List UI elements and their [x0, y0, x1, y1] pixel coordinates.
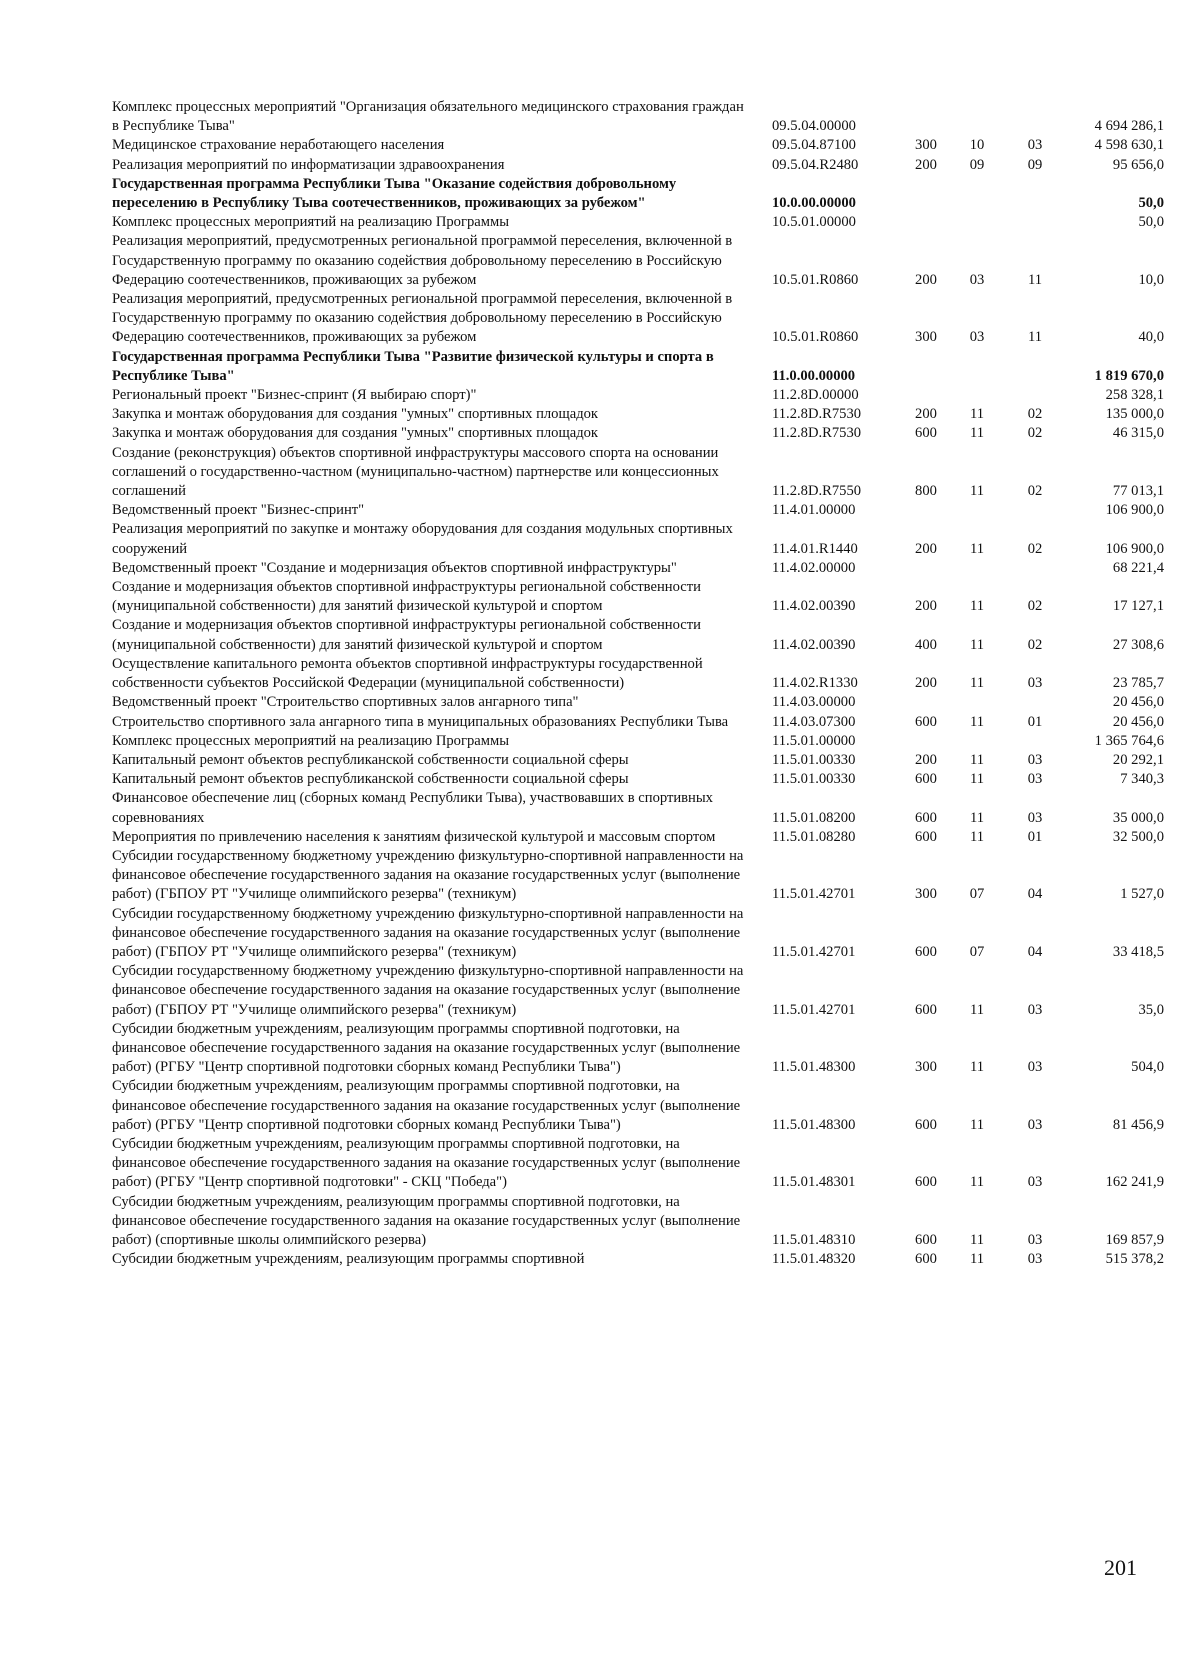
row-section — [952, 693, 1002, 712]
row-section: 11 — [969, 406, 985, 423]
row-code: 11.2.8D.00000 — [772, 387, 859, 404]
row-section: 03 — [969, 329, 985, 346]
row-name: Строительство спортивного зала ангарного типа в муниципальных образованиях Республики Тыва — [112, 713, 729, 730]
row-code: 11.4.02.00000 — [772, 559, 856, 576]
row-amount: 27 308,6 — [1112, 636, 1164, 653]
row-amount: 258 328,1 — [1105, 387, 1164, 404]
row-subsection: 03 — [1027, 1251, 1043, 1268]
row-code: 11.5.01.08280 — [772, 828, 856, 845]
row-name: Реализация мероприятий, предусмотренных региональной программой переселения, включенной в Государственную программу по оказанию содействия добровольному переселению в Российскую Федерацию соотечественников, проживающих за рубежом — [112, 233, 733, 288]
row-expense-type — [900, 386, 952, 405]
budget-table-body — [112, 98, 1164, 1269]
row-expense-type — [900, 213, 952, 232]
row-code: 11.2.8D.R7530 — [772, 406, 862, 423]
row-name: Создание и модернизация объектов спортивной инфраструктуры региональной собственности (муниципальной собственности) для занятий физической культурой и спортом — [112, 617, 701, 653]
row-section — [952, 213, 1002, 232]
row-name: Субсидии бюджетным учреждениям, реализующим программы спортивной подготовки, на финансовое обеспечение государственного задания на оказание государственных услуг (выполнение работ) (спортивные школы олимпийского резерва) — [112, 1193, 741, 1248]
row-name: Субсидии государственному бюджетному учреждению физкультурно-спортивной направленности на финансовое обеспечение государственного задания на оказание государственных услуг (выполнение работ) (ГБПОУ РТ "Училище олимпийского резерва" (техникум) — [112, 905, 744, 960]
row-subsection: 03 — [1027, 1231, 1043, 1248]
row-name: Субсидии государственному бюджетному учреждению физкультурно-спортивной направленности на финансовое обеспечение государственного задания на оказание государственных услуг (выполнение работ) (ГБПОУ РТ "Училище олимпийского резерва" (техникум) — [112, 963, 744, 1018]
row-name: Медицинское страхование неработающего населения — [112, 137, 445, 154]
row-expense-type: 400 — [915, 636, 937, 653]
row-section: 11 — [969, 1231, 985, 1248]
row-subsection — [1002, 732, 1068, 751]
row-expense-type — [900, 175, 952, 213]
row-code: 11.4.01.00000 — [772, 502, 856, 519]
row-name: Создание (реконструкция) объектов спортивной инфраструктуры массового спорта на основании соглашений о государственно-частном (муниципально-частном) партнерстве или концессионных соглашений — [112, 444, 719, 500]
row-subsection: 01 — [1027, 713, 1043, 730]
row-name: Комплекс процессных мероприятий "Организация обязательного медицинского страхования граждан в Республике Тыва" — [112, 99, 744, 135]
row-amount: 169 857,9 — [1105, 1231, 1164, 1248]
table-row — [112, 1020, 1164, 1078]
row-expense-type: 200 — [915, 751, 937, 768]
row-subsection: 11 — [1027, 271, 1043, 288]
table-row — [112, 136, 1164, 155]
row-subsection — [1002, 98, 1068, 136]
row-name: Ведомственный проект "Создание и модернизация объектов спортивной инфраструктуры" — [112, 559, 677, 576]
row-section: 10 — [969, 137, 985, 154]
row-amount: 46 315,0 — [1112, 425, 1164, 442]
row-expense-type: 600 — [915, 809, 937, 826]
row-subsection: 09 — [1027, 156, 1043, 173]
row-name: Финансовое обеспечение лиц (сборных команд Республики Тыва), участвовавших в спортивных соревнованиях — [112, 790, 713, 826]
row-name: Ведомственный проект "Строительство спортивных залов ангарного типа" — [112, 694, 579, 711]
table-row — [112, 156, 1164, 175]
row-section: 11 — [969, 540, 985, 557]
row-section: 07 — [969, 886, 985, 903]
page-number: 201 — [1104, 1555, 1137, 1580]
row-name: Комплекс процессных мероприятий на реализацию Программы — [112, 214, 510, 231]
row-code: 11.5.01.48320 — [772, 1251, 856, 1268]
table-row — [112, 232, 1164, 290]
row-amount: 17 127,1 — [1112, 598, 1164, 615]
row-amount: 32 500,0 — [1112, 828, 1164, 845]
row-name: Закупка и монтаж оборудования для создания "умных" спортивных площадок — [112, 425, 599, 442]
table-row — [112, 98, 1164, 136]
row-code: 11.5.01.48310 — [772, 1231, 856, 1248]
row-section: 11 — [969, 771, 985, 788]
table-row — [112, 962, 1164, 1020]
row-expense-type: 200 — [915, 675, 937, 692]
row-amount: 50,0 — [1138, 214, 1164, 231]
table-row — [112, 1135, 1164, 1193]
row-amount: 33 418,5 — [1112, 943, 1164, 960]
row-expense-type: 600 — [915, 1251, 937, 1268]
row-name: Закупка и монтаж оборудования для создания "умных" спортивных площадок — [112, 406, 599, 423]
row-name: Реализация мероприятий, предусмотренных региональной программой переселения, включенной в Государственную программу по оказанию содействия добровольному переселению в Российскую Федерацию соотечественников, проживающих за рубежом — [112, 291, 733, 346]
row-amount: 77 013,1 — [1112, 483, 1164, 500]
row-subsection: 03 — [1027, 751, 1043, 768]
row-expense-type: 600 — [915, 713, 937, 730]
row-expense-type — [900, 693, 952, 712]
row-subsection: 02 — [1027, 406, 1043, 423]
row-subsection: 03 — [1027, 1001, 1043, 1018]
row-expense-type: 600 — [915, 1116, 937, 1133]
row-expense-type: 600 — [915, 1001, 937, 1018]
row-expense-type: 300 — [915, 1059, 937, 1076]
table-row — [112, 828, 1164, 847]
row-section: 07 — [969, 943, 985, 960]
table-row — [112, 578, 1164, 616]
row-section: 11 — [969, 675, 985, 692]
row-code: 11.4.02.00390 — [772, 636, 856, 653]
row-expense-type — [900, 98, 952, 136]
row-code: 11.5.01.00330 — [772, 771, 856, 788]
row-subsection: 03 — [1027, 809, 1043, 826]
row-section — [952, 98, 1002, 136]
row-amount: 1 365 764,6 — [1094, 732, 1164, 749]
row-amount: 35 000,0 — [1112, 809, 1164, 826]
row-section — [952, 559, 1002, 578]
table-row — [112, 713, 1164, 732]
row-amount: 50,0 — [1138, 195, 1164, 212]
row-amount: 4 598 630,1 — [1094, 137, 1164, 154]
row-amount: 1 527,0 — [1120, 886, 1164, 903]
table-row — [112, 770, 1164, 789]
table-row — [112, 847, 1164, 905]
row-code: 11.5.01.00000 — [772, 732, 856, 749]
row-name: Капитальный ремонт объектов республиканской собственности социальной сферы — [112, 751, 629, 768]
row-code: 11.4.03.00000 — [772, 694, 856, 711]
row-code: 11.5.01.48300 — [772, 1116, 856, 1133]
row-expense-type: 600 — [915, 1174, 937, 1191]
row-name: Субсидии бюджетным учреждениям, реализующим программы спортивной — [112, 1251, 585, 1268]
row-name: Государственная программа Республики Тыва "Развитие физической культуры и спорта в Республике Тыва" — [112, 348, 714, 384]
row-name: Субсидии бюджетным учреждениям, реализующим программы спортивной подготовки, на финансовое обеспечение государственного задания на оказание государственных услуг (выполнение работ) (РГБУ "Центр спортивной подготовки сборных команд Республики Тыва") — [112, 1078, 741, 1133]
table-row — [112, 386, 1164, 405]
table-row — [112, 444, 1164, 502]
table-row — [112, 751, 1164, 770]
row-subsection: 03 — [1027, 1116, 1043, 1133]
row-amount: 40,0 — [1138, 329, 1164, 346]
row-expense-type: 200 — [915, 540, 937, 557]
row-amount: 162 241,9 — [1105, 1174, 1164, 1191]
row-amount: 135 000,0 — [1105, 406, 1164, 423]
row-subsection: 03 — [1027, 675, 1043, 692]
row-amount: 10,0 — [1138, 271, 1164, 288]
row-section: 11 — [969, 809, 985, 826]
row-subsection: 04 — [1027, 943, 1043, 960]
row-expense-type: 600 — [915, 771, 937, 788]
row-name: Комплекс процессных мероприятий на реализацию Программы — [112, 732, 510, 749]
row-subsection — [1002, 213, 1068, 232]
row-amount: 81 456,9 — [1112, 1116, 1164, 1133]
row-expense-type: 300 — [915, 329, 937, 346]
row-name: Субсидии государственному бюджетному учреждению физкультурно-спортивной направленности на финансовое обеспечение государственного задания на оказание государственных услуг (выполнение работ) (ГБПОУ РТ "Училище олимпийского резерва" (техникум) — [112, 847, 744, 903]
row-code: 09.5.04.00000 — [772, 118, 856, 135]
row-section — [952, 386, 1002, 405]
row-subsection: 02 — [1027, 598, 1043, 615]
row-amount: 1 819 670,0 — [1094, 367, 1164, 384]
row-section: 11 — [969, 1251, 985, 1268]
row-subsection: 04 — [1027, 886, 1043, 903]
row-expense-type — [900, 501, 952, 520]
row-section: 11 — [969, 636, 985, 653]
row-code: 11.4.03.07300 — [772, 713, 856, 730]
row-section: 11 — [969, 1174, 985, 1191]
table-row — [112, 424, 1164, 443]
table-row — [112, 175, 1164, 213]
row-code: 09.5.04.R2480 — [772, 156, 859, 173]
table-row — [112, 213, 1164, 232]
row-subsection: 11 — [1027, 329, 1043, 346]
table-row — [112, 1077, 1164, 1135]
row-amount: 7 340,3 — [1120, 771, 1164, 788]
row-subsection: 03 — [1027, 137, 1043, 154]
row-amount: 20 292,1 — [1112, 751, 1164, 768]
row-code: 11.5.01.42701 — [772, 943, 856, 960]
row-subsection — [1002, 175, 1068, 213]
row-subsection: 03 — [1027, 771, 1043, 788]
row-name: Капитальный ремонт объектов республиканской собственности социальной сферы — [112, 771, 629, 788]
row-name: Создание и модернизация объектов спортивной инфраструктуры региональной собственности (муниципальной собственности) для занятий физической культурой и спортом — [112, 579, 701, 615]
row-code: 11.5.01.00330 — [772, 751, 856, 768]
row-expense-type: 600 — [915, 1231, 937, 1248]
row-subsection: 02 — [1027, 540, 1043, 557]
row-code: 10.0.00.00000 — [772, 195, 856, 212]
table-row — [112, 405, 1164, 424]
budget-table — [112, 98, 1164, 1269]
row-code: 11.4.01.R1440 — [772, 540, 858, 557]
table-row — [112, 905, 1164, 963]
table-row — [112, 693, 1164, 712]
table-row — [112, 559, 1164, 578]
row-name: Реализация мероприятий по информатизации здравоохранения — [112, 156, 505, 173]
row-expense-type: 600 — [915, 943, 937, 960]
row-expense-type: 200 — [915, 598, 937, 615]
row-code: 11.5.01.42701 — [772, 1001, 856, 1018]
table-row — [112, 616, 1164, 654]
row-section: 11 — [969, 828, 985, 845]
table-row — [112, 501, 1164, 520]
row-name: Субсидии бюджетным учреждениям, реализующим программы спортивной подготовки, на финансовое обеспечение государственного задания на оказание государственных услуг (выполнение работ) (РГБУ "Центр спортивной подготовки сборных команд Республики Тыва") — [112, 1020, 741, 1076]
row-amount: 95 656,0 — [1112, 156, 1164, 173]
row-amount: 106 900,0 — [1105, 502, 1164, 519]
row-code: 11.5.01.08200 — [772, 809, 856, 826]
table-row — [112, 1250, 1164, 1269]
row-subsection — [1002, 386, 1068, 405]
row-amount: 106 900,0 — [1105, 540, 1164, 557]
row-subsection: 02 — [1027, 483, 1043, 500]
row-code: 10.5.01.00000 — [772, 214, 856, 231]
row-amount: 515 378,2 — [1105, 1251, 1164, 1268]
row-subsection: 02 — [1027, 636, 1043, 653]
row-amount: 35,0 — [1138, 1001, 1164, 1018]
row-section: 11 — [969, 1001, 985, 1018]
table-row — [112, 348, 1164, 386]
row-subsection — [1002, 501, 1068, 520]
row-section: 11 — [969, 598, 985, 615]
row-section: 09 — [969, 156, 985, 173]
row-code: 10.5.01.R0860 — [772, 271, 859, 288]
row-expense-type — [900, 559, 952, 578]
row-amount: 23 785,7 — [1112, 675, 1164, 692]
row-section: 11 — [969, 713, 985, 730]
row-code: 09.5.04.87100 — [772, 137, 856, 154]
row-code: 11.5.01.42701 — [772, 886, 856, 903]
row-name: Осуществление капитального ремонта объектов спортивной инфраструктуры государственной собственности субъектов Российской Федерации (муниципальной собственности) — [112, 655, 703, 692]
row-section — [952, 501, 1002, 520]
row-code: 11.2.8D.R7550 — [772, 483, 862, 500]
row-expense-type: 200 — [915, 156, 937, 173]
table-row — [112, 732, 1164, 751]
table-row — [112, 655, 1164, 693]
row-section — [952, 348, 1002, 386]
row-subsection: 03 — [1027, 1174, 1043, 1191]
row-name: Субсидии бюджетным учреждениям, реализующим программы спортивной подготовки, на финансовое обеспечение государственного задания на оказание государственных услуг (выполнение работ) (РГБУ "Центр спортивной подготовки" - СКЦ "Победа") — [112, 1135, 741, 1191]
table-row — [112, 520, 1164, 558]
row-subsection: 01 — [1027, 828, 1043, 845]
table-row — [112, 1193, 1164, 1251]
row-name: Реализация мероприятий по закупке и монтажу оборудования для создания модульных спортивных сооружений — [112, 521, 733, 557]
table-row — [112, 789, 1164, 827]
row-section: 11 — [969, 1116, 985, 1133]
row-name: Мероприятия по привлечению населения к занятиям физической культурой и массовым спортом — [112, 828, 716, 845]
row-section — [952, 175, 1002, 213]
row-section: 11 — [969, 483, 985, 500]
row-section: 11 — [969, 751, 985, 768]
row-subsection — [1002, 559, 1068, 578]
row-section: 11 — [969, 1059, 985, 1076]
row-code: 11.4.02.00390 — [772, 598, 856, 615]
row-expense-type — [900, 732, 952, 751]
row-expense-type: 200 — [915, 406, 937, 423]
row-section: 03 — [969, 271, 985, 288]
row-subsection — [1002, 693, 1068, 712]
row-section — [952, 732, 1002, 751]
table-row — [112, 290, 1164, 348]
row-expense-type: 300 — [915, 137, 937, 154]
row-subsection: 02 — [1027, 425, 1043, 442]
row-name: Государственная программа Республики Тыва "Оказание содействия добровольному переселению в Республику Тыва соотечественников, проживающих за рубежом" — [112, 175, 677, 212]
row-name: Ведомственный проект "Бизнес-спринт" — [112, 502, 365, 519]
row-expense-type: 800 — [915, 483, 937, 500]
row-section: 11 — [969, 425, 985, 442]
row-expense-type: 600 — [915, 425, 937, 442]
row-code: 10.5.01.R0860 — [772, 329, 859, 346]
row-subsection — [1002, 348, 1068, 386]
row-subsection: 03 — [1027, 1059, 1043, 1076]
row-code: 11.4.02.R1330 — [772, 675, 858, 692]
row-code: 11.5.01.48300 — [772, 1059, 856, 1076]
row-code: 11.2.8D.R7530 — [772, 425, 862, 442]
row-amount: 20 456,0 — [1112, 713, 1164, 730]
row-code: 11.5.01.48301 — [772, 1174, 856, 1191]
row-name: Региональный проект "Бизнес-спринт (Я выбираю спорт)" — [112, 387, 477, 404]
row-amount: 68 221,4 — [1112, 559, 1164, 576]
row-expense-type — [900, 348, 952, 386]
row-code: 11.0.00.00000 — [772, 367, 856, 384]
row-amount: 4 694 286,1 — [1094, 118, 1164, 135]
row-expense-type: 200 — [915, 271, 937, 288]
row-amount: 504,0 — [1131, 1059, 1164, 1076]
row-expense-type: 300 — [915, 886, 937, 903]
row-amount: 20 456,0 — [1112, 694, 1164, 711]
row-expense-type: 600 — [915, 828, 937, 845]
